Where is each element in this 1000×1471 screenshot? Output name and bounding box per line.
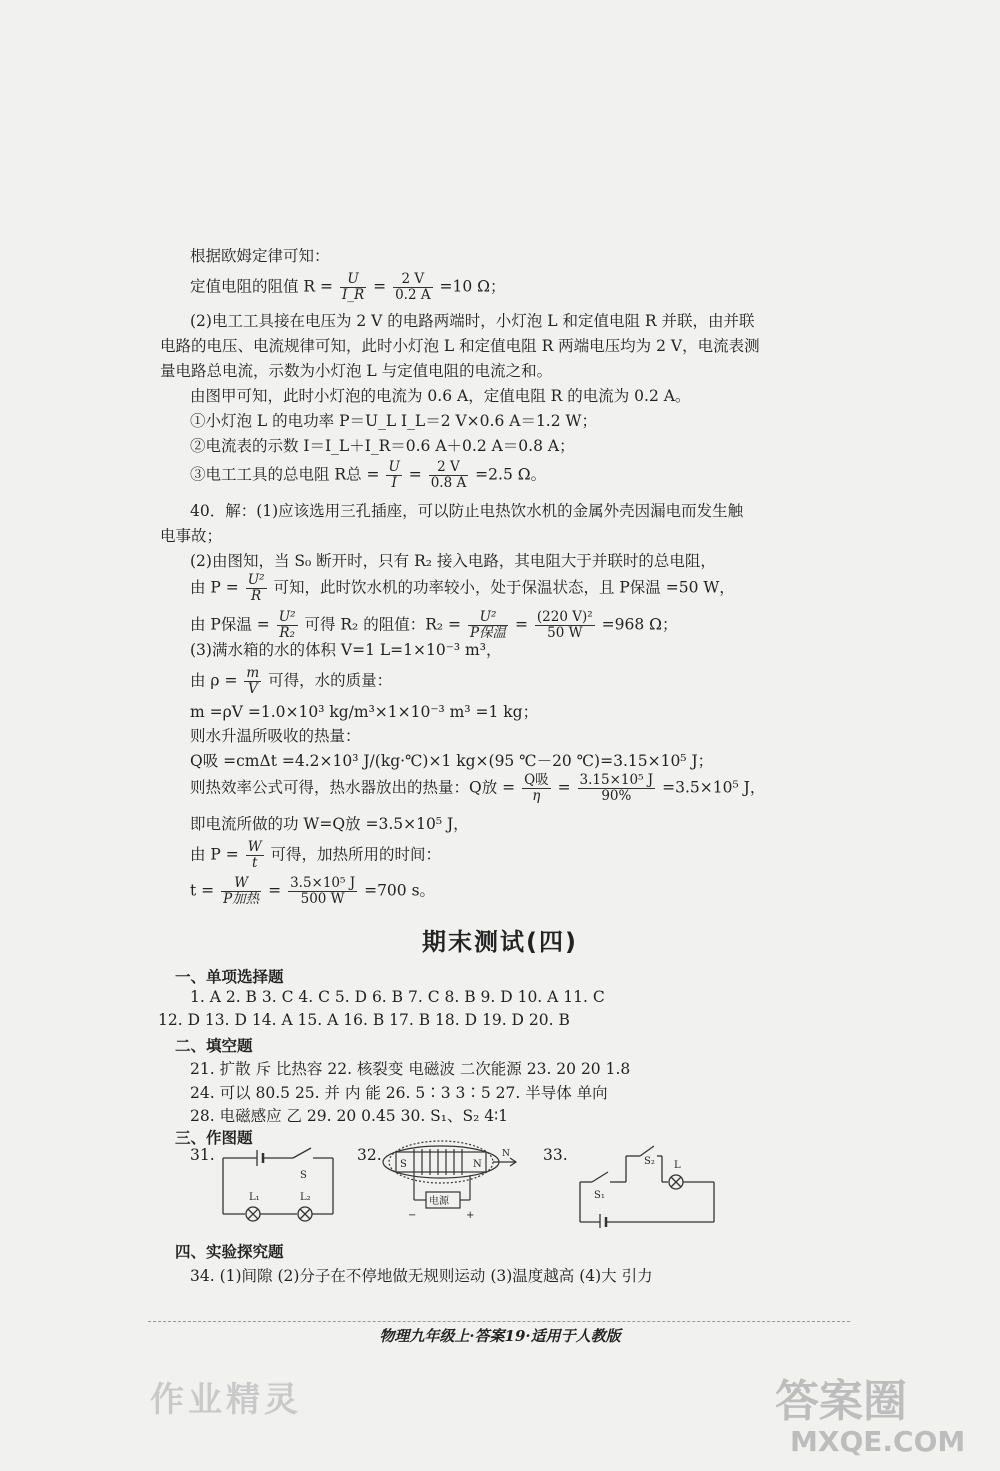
fraction	[277, 610, 298, 641]
text-line: 即电流所做的功 W=Q放 =3.5×10⁵ J，	[190, 815, 469, 833]
section-heading: 二、填空题	[175, 1037, 253, 1055]
fraction	[246, 840, 264, 871]
fraction	[535, 610, 595, 641]
footer-divider	[148, 1321, 850, 1322]
text-fragment: ③电工工具的总电阻 R总 =	[190, 465, 380, 484]
denominator: P加热	[223, 891, 260, 907]
fraction	[468, 610, 508, 641]
numerator: Q吸	[524, 772, 549, 788]
numerator: 2 V	[393, 272, 433, 288]
text-line: 量电路总电流，示数为小灯泡 L 与定值电阻的电流之和。	[160, 362, 553, 380]
text-fragment: 由 ρ =	[190, 671, 238, 690]
fraction	[429, 460, 469, 491]
switch-label: S	[300, 1170, 307, 1181]
denominator: P保温	[469, 625, 507, 641]
watermark-logo: 答案圈	[775, 1376, 907, 1427]
denominator: I	[391, 475, 397, 491]
denominator: t	[251, 855, 258, 871]
denominator: 90%	[601, 788, 632, 804]
denominator: R₂	[279, 625, 295, 641]
question-number: 33.	[543, 1146, 568, 1164]
section-heading: 三、作图题	[175, 1129, 253, 1147]
text-line: ①小灯泡 L 的电功率 P＝U_L I_L＝2 V×0.6 A＝1.2 W；	[190, 412, 597, 430]
text-fragment: t =	[190, 881, 215, 900]
switch-label: S₁	[594, 1190, 605, 1201]
formula-line: 由 P保温 = $\frac{\text{U²}}{\text{R₂}}$ 可得 R₂ 的阻值：R₂ = $\frac{\text{U²}}{\text{P保温}}$ = $\frac{\text{(220 V)²}}{50 W}$ =968 Ω；	[190, 609, 678, 641]
watermark-url: MXQE.COM	[790, 1425, 966, 1458]
fraction	[578, 773, 656, 804]
text-fragment: =700 s。	[364, 881, 436, 900]
text-line: Q吸 =cmΔt =4.2×10³ J/(kg·℃)×1 kg×(95 ℃－20 ℃)=3.15×10⁵ J；	[190, 752, 714, 770]
denominator: V	[247, 681, 258, 697]
section-heading: 一、单项选择题	[175, 968, 284, 986]
text-line: 电事故；	[160, 527, 223, 545]
text-line: (2)电工工具接在电压为 2 V 的电路两端时，小灯泡 L 和定值电阻 R 并联，由并联	[190, 312, 755, 330]
text-fragment: =10 Ω；	[439, 277, 506, 296]
fraction	[244, 666, 261, 697]
text-fragment: 由 P =	[190, 845, 239, 864]
fraction	[340, 272, 366, 303]
fraction	[246, 573, 267, 604]
answer-line: 28. 电磁感应 乙 29. 20 0.45 30. S₁、S₂ 4∶1	[190, 1107, 509, 1125]
denominator: 0.8 A	[430, 475, 467, 491]
text-line: 电路的电压、电流规律可知，此时小灯泡 L 和定值电阻 R 两端电压均为 2 V，电流表测	[160, 337, 760, 355]
switch-label: S₂	[644, 1156, 655, 1167]
text-line: (3)满水箱的水的体积 V=1 L=1×10⁻³ m³，	[190, 641, 502, 659]
electromagnet-diagram-32	[378, 1138, 543, 1223]
denominator: R	[251, 588, 262, 604]
compass-label: N	[502, 1149, 510, 1159]
text-line: 根据欧姆定律可知：	[190, 247, 330, 265]
section-heading: 四、实验探究题	[175, 1243, 284, 1261]
text-fragment: 由 P保温 =	[190, 615, 270, 634]
pole-label: N	[473, 1159, 482, 1170]
formula-line	[190, 666, 392, 697]
formula-line	[190, 573, 735, 604]
numerator: 3.15×10⁵ J	[579, 772, 654, 788]
fraction	[393, 272, 433, 303]
denominator: η	[532, 788, 541, 804]
fraction	[522, 773, 551, 804]
numerator: U	[388, 459, 400, 475]
text-fragment: 可得 R₂ 的阻值：R₂ =	[304, 615, 461, 634]
text-fragment: 可知，此时饮水机的功率较小，处于保温状态，且 P保温 =50 W，	[273, 578, 735, 597]
numerator: U	[340, 272, 366, 288]
text-fragment: =968 Ω；	[601, 615, 678, 634]
circuit-diagram-33	[572, 1138, 722, 1228]
numerator: (220 V)²	[536, 609, 593, 625]
answer-line: 21. 扩散 斥 比热容 22. 核裂变 电磁波 二次能源 23. 20 20 1.8	[190, 1060, 631, 1078]
lamp-label: L₁	[249, 1192, 260, 1203]
circuit-diagram-31	[215, 1140, 340, 1230]
terminal-label: −	[408, 1210, 417, 1221]
lamp-label: L	[674, 1160, 681, 1171]
question-number: 31.	[190, 1146, 215, 1164]
denominator: 0.2 A	[395, 287, 431, 303]
numerator: U²	[278, 609, 296, 625]
text-fragment: 可得，加热所用的时间：	[270, 845, 442, 864]
text-line: (2)由图知，当 S₀ 断开时，只有 R₂ 接入电路，其电阻大于并联时的总电阻，	[190, 552, 716, 570]
denominator: 500 W	[300, 891, 345, 907]
text-fragment: 由 P =	[190, 578, 239, 597]
numerator: W	[221, 876, 261, 892]
question-number: 32.	[357, 1146, 382, 1164]
numerator: U²	[468, 610, 508, 626]
formula-line	[190, 840, 441, 871]
fraction	[221, 876, 261, 907]
power-source-label: 电源	[429, 1196, 449, 1207]
text-fragment: =2.5 Ω。	[475, 465, 547, 484]
section-title: 期末测试(四)	[422, 928, 578, 956]
numerator: U²	[247, 572, 265, 588]
text-line: ②电流表的示数 I＝I_L＋I_R＝0.6 A＋0.2 A＝0.8 A；	[190, 437, 575, 455]
text-fragment: =3.5×10⁵ J，	[662, 778, 766, 797]
formula-line: ③电工工具的总电阻 R总 = $\frac{U}{I}$ = $\frac{2 V}{0.8 A}$ =2.5 Ω。	[190, 459, 547, 491]
text-fragment: 则热效率公式可得，热水器放出的热量：Q放 =	[190, 778, 516, 797]
formula-line: t = $\frac{W}{\text{P加热}}$ = $\frac{\text{3.5×10⁵ J}}{500 W}$ =700 s。	[190, 875, 436, 907]
text-line: 40．解：(1)应该选用三孔插座，可以防止电热饮水机的金属外壳因漏电而发生触	[190, 502, 744, 520]
page-footer: 物理九年级上·答案19·适用于人教版	[379, 1327, 621, 1345]
numerator: 3.5×10⁵ J	[290, 875, 356, 891]
fraction	[288, 876, 357, 907]
watermark-logo: 作业精灵	[150, 1380, 302, 1420]
numerator: W	[247, 839, 262, 855]
text-fragment: 可得，水的质量：	[268, 671, 393, 690]
text-line: 由图甲可知，此时小灯泡的电流为 0.6 A，定值电阻 R 的电流为 0.2 A。	[190, 387, 691, 405]
formula-line: 则热效率公式可得，热水器放出的热量：Q放 = $\frac{\text{Q吸}}{\eta}$ = $\frac{\text{3.15×10⁵ J}}{90\%}$ =3.5×10⁵ J，	[190, 772, 766, 804]
text-line: 则水升温所吸收的热量：	[190, 727, 361, 745]
formula-line: 定值电阻的阻值 R = $\frac{U}{I\_R}$ = $\frac{2 V}{0.2 A}$ =10 Ω；	[190, 271, 506, 303]
text-line: m =ρV =1.0×10³ kg/m³×1×10⁻³ m³ =1 kg；	[190, 703, 539, 721]
terminal-label: +	[466, 1210, 475, 1221]
answer-line: 34. (1)间隙 (2)分子在不停地做无规则运动 (3)温度越高 (4)大 引力	[190, 1267, 653, 1285]
text-fragment: 定值电阻的阻值 R =	[190, 277, 334, 296]
answer-line: 12. D 13. D 14. A 15. A 16. B 17. B 18. D 19. D 20. B	[158, 1011, 570, 1029]
denominator: 50 W	[547, 625, 583, 641]
fraction	[386, 460, 401, 491]
answer-line: 24. 可以 80.5 25. 并 内 能 26. 5∶3 3∶5 27. 半导体 单向	[190, 1084, 608, 1102]
pole-label: S	[400, 1159, 407, 1170]
denominator: I_R	[341, 287, 365, 303]
lamp-label: L₂	[300, 1192, 311, 1203]
numerator: m	[246, 665, 260, 681]
numerator: 2 V	[429, 460, 469, 476]
answer-line: 1. A 2. B 3. C 4. C 5. D 6. B 7. C 8. B 9. D 10. A 11. C	[190, 988, 605, 1006]
